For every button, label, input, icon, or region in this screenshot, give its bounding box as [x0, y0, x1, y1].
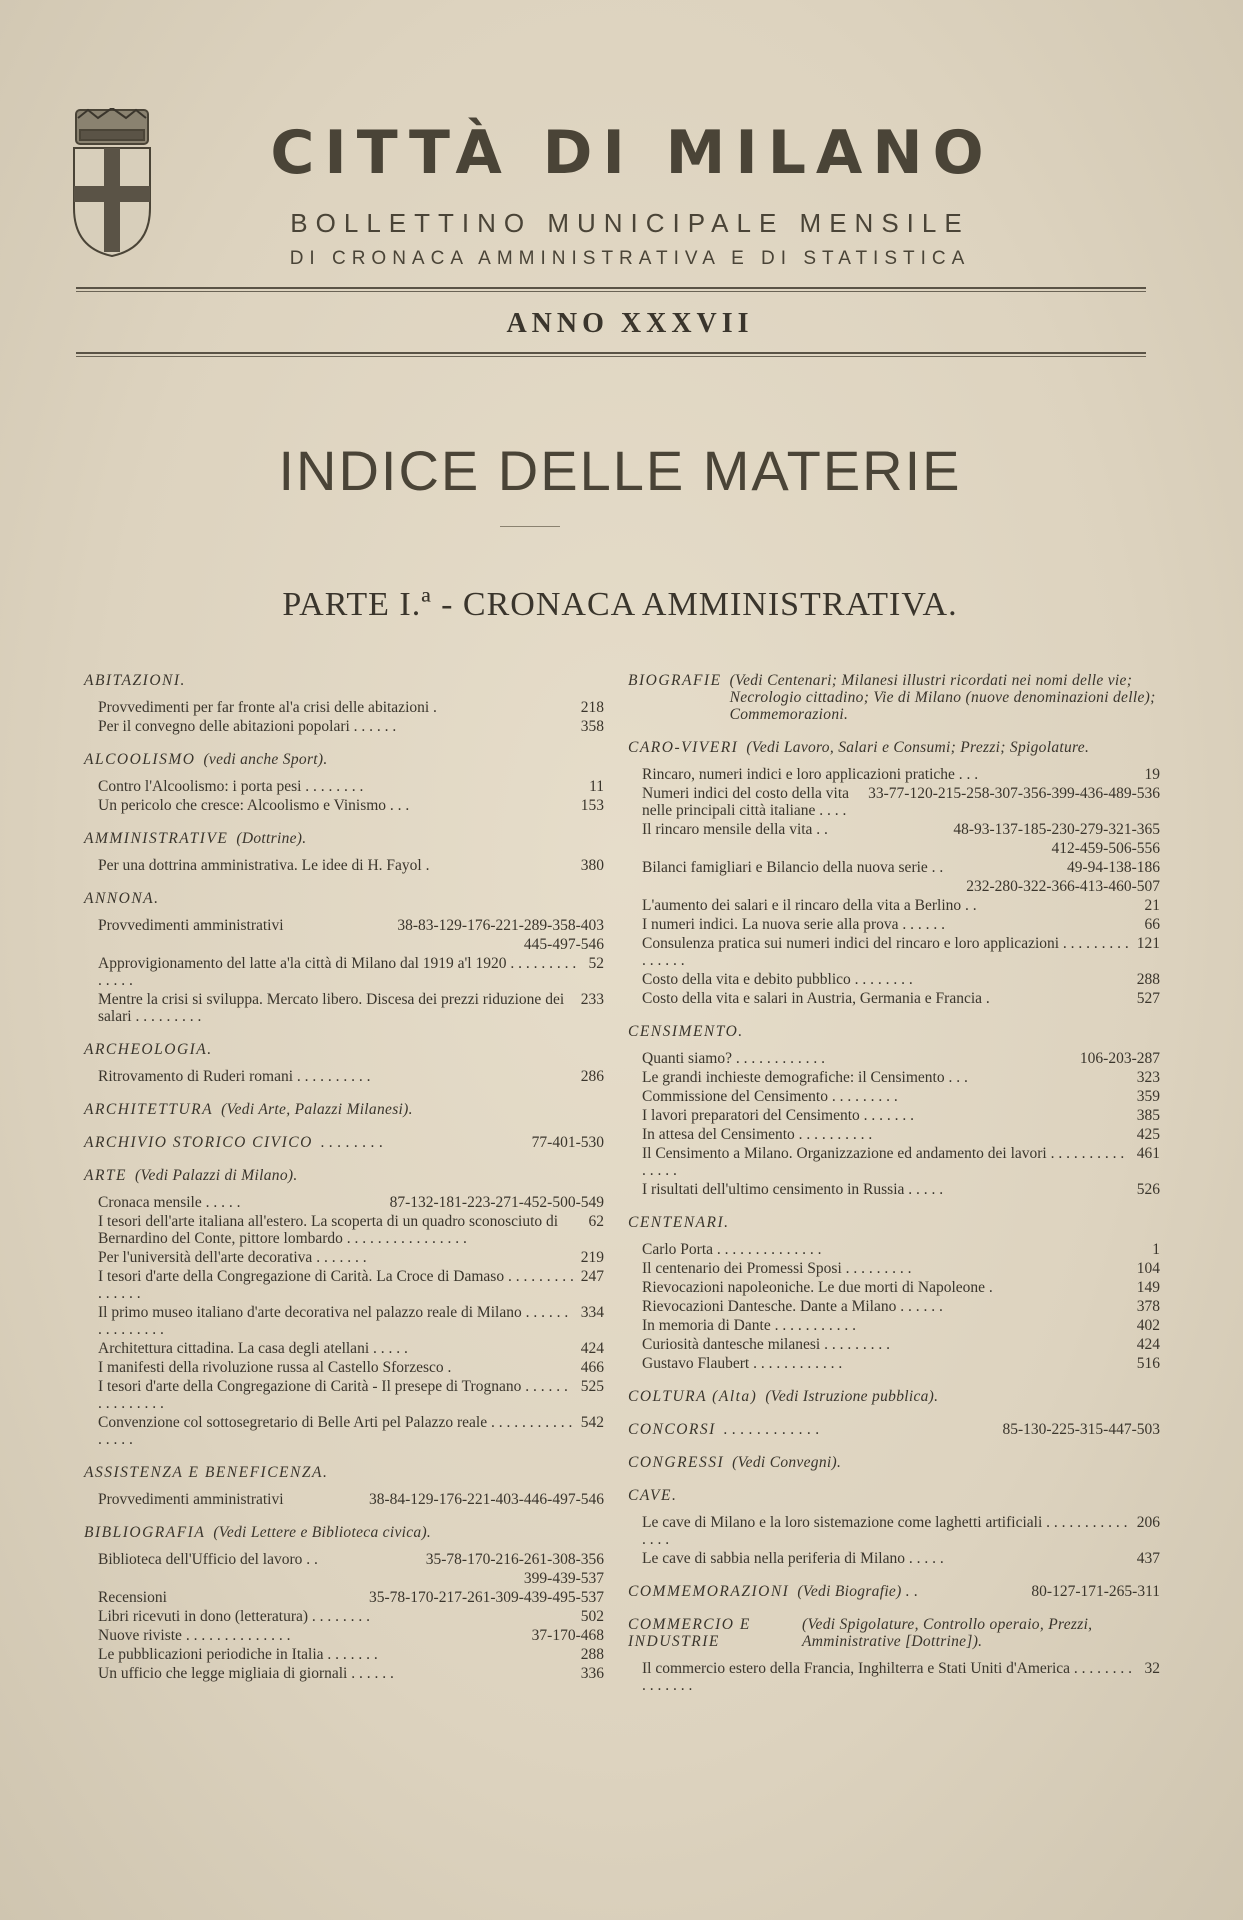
section-heading-label: AMMINISTRATIVE — [84, 830, 229, 847]
section-heading-note: (Vedi Palazzi di Milano). — [135, 1167, 298, 1184]
ornament-divider — [500, 526, 560, 527]
index-entry — [84, 1414, 604, 1448]
entry-text: Per una dottrina amministrativa. Le idee di H. Fayol . — [98, 857, 430, 874]
index-entry — [628, 1145, 1160, 1179]
entry-page-refs: 336 — [580, 1665, 604, 1682]
entry-text: Il centenario dei Promessi Sposi . . . . . . . . . — [642, 1260, 912, 1277]
entry-text: I manifesti della rivoluzione russa al Castello Sforzesco . — [98, 1359, 452, 1376]
entry-page-refs-line2: 399-439-537 — [523, 1570, 604, 1587]
entry-page-refs: 466 — [580, 1359, 604, 1376]
entry-page-refs: 121 — [1136, 935, 1160, 952]
entry-page-refs: 48-93-137-185-230-279-321-365 — [953, 821, 1160, 838]
entry-page-refs: 62 — [588, 1213, 604, 1230]
entry-page-refs: 11 — [589, 778, 604, 795]
entry-page-refs: 542 — [580, 1414, 604, 1431]
entry-text: Il primo museo italiano d'arte decorativa nel palazzo reale di Milano . . . . . . . . . . . . . . . — [98, 1304, 569, 1338]
index-entry — [628, 1260, 1160, 1277]
part-heading: PARTE I.ª - CRONACA AMMINISTRATIVA. — [282, 586, 958, 623]
milan-coat-of-arms-icon — [68, 108, 156, 258]
index-entry — [84, 1194, 604, 1211]
index-entry — [84, 1213, 604, 1247]
entry-text: Un ufficio che legge migliaia di giornali . . . . . . — [98, 1665, 394, 1682]
index-entry — [628, 1279, 1160, 1296]
index-column-right — [628, 672, 1160, 1710]
publication-title: CITTÀ DI MILANO — [270, 118, 994, 188]
index-entry — [628, 1336, 1160, 1353]
entry-text: Approvigionamento del latte a'la città di Milano dal 1919 a'l 1920 . . . . . . . . . . . . . . — [98, 955, 577, 989]
section-heading-label: CONGRESSI — [628, 1454, 725, 1471]
section-heading-label: BIOGRAFIE — [628, 672, 722, 689]
section-heading — [84, 890, 604, 907]
entry-page-refs: 149 — [1136, 1279, 1160, 1296]
entry-page-refs: 37-170-468 — [531, 1627, 604, 1644]
index-entry — [84, 857, 604, 874]
section-heading — [628, 1214, 1160, 1231]
entry-page-refs: 334 — [580, 1304, 604, 1321]
index-section — [84, 1134, 604, 1151]
entry-text: Il rincaro mensile della vita . . — [642, 821, 828, 838]
index-entry — [84, 1249, 604, 1266]
section-heading — [84, 1167, 604, 1184]
index-section — [84, 1101, 604, 1118]
entry-text: I tesori d'arte della Congregazione di Carità - Il presepe di Trognano . . . . . . . . . . . . . . . — [98, 1378, 568, 1412]
entry-text: Ritrovamento di Ruderi romani . . . . . . . . . . — [98, 1068, 371, 1085]
publication-subtitle-secondary: DI CRONACA AMMINISTRATIVA E DI STATISTICA — [289, 248, 971, 269]
section-page-refs: 85-130-225-315-447-503 — [1002, 1421, 1160, 1438]
entry-text: Recensioni — [98, 1589, 167, 1606]
entry-page-refs: 153 — [580, 797, 604, 814]
index-entry — [84, 1646, 604, 1663]
section-heading — [628, 1454, 1160, 1471]
section-page-refs: 80-127-171-265-311 — [1031, 1583, 1160, 1600]
entry-page-refs: 288 — [580, 1646, 604, 1663]
entry-text: Cronaca mensile . . . . . — [98, 1194, 241, 1211]
section-heading-label: ARCHITETTURA — [84, 1101, 214, 1118]
index-entry — [84, 1589, 604, 1606]
index-entry — [84, 797, 604, 814]
section-heading-note: (Vedi Convegni). — [732, 1454, 842, 1471]
entry-page-refs: 106-203-287 — [1079, 1050, 1160, 1067]
section-heading — [628, 672, 1160, 723]
index-section — [628, 1388, 1160, 1405]
section-heading-note: (Vedi Lettere e Biblioteca civica). — [213, 1524, 432, 1541]
index-entry — [628, 1550, 1160, 1567]
entry-page-refs: 19 — [1144, 766, 1160, 783]
entry-page-refs: 1 — [1152, 1241, 1160, 1258]
section-heading-label: ARCHIVIO STORICO CIVICO — [84, 1134, 313, 1151]
entry-page-refs: 233 — [580, 991, 604, 1008]
entry-page-refs: 52 — [588, 955, 604, 972]
index-entry — [84, 1551, 604, 1568]
entry-text: Contro l'Alcoolismo: i porta pesi . . . . . . . . — [98, 778, 364, 795]
entry-text: In attesa del Censimento . . . . . . . . . . — [642, 1126, 873, 1143]
entry-text: Biblioteca dell'Ufficio del lavoro . . — [98, 1551, 318, 1568]
entry-page-refs: 526 — [1136, 1181, 1160, 1198]
entry-text: Le cave di Milano e la loro sistemazione come laghetti artificiali . . . . . . . . . . . . . . . — [642, 1514, 1128, 1548]
entry-page-refs-line2: 232-280-322-366-413-460-507 — [966, 878, 1160, 895]
section-heading-label: BIBLIOGRAFIA — [84, 1524, 206, 1541]
entry-text: In memoria di Dante . . . . . . . . . . . — [642, 1317, 856, 1334]
index-entry — [628, 859, 1160, 876]
index-section — [628, 739, 1160, 1007]
index-section — [84, 890, 604, 1025]
section-heading — [628, 1583, 1160, 1600]
entry-text: I risultati dell'ultimo censimento in Russia . . . . . — [642, 1181, 944, 1198]
index-entry — [628, 1355, 1160, 1372]
entry-page-refs: 424 — [580, 1340, 604, 1357]
entry-text: Numeri indici del costo della vita nelle principali città italiane . . . . — [642, 785, 850, 819]
entry-text: Per il convegno delle abitazioni popolari . . . . . . — [98, 718, 397, 735]
index-entry — [628, 1069, 1160, 1086]
section-heading — [628, 1023, 1160, 1040]
index-entry — [628, 916, 1160, 933]
index-entry — [84, 1665, 604, 1682]
header-rule-bottom — [76, 352, 1146, 354]
section-heading-note: (Vedi Spigolature, Controllo operaio, Prezzi, Amministrative [Dottrine]). — [802, 1616, 1093, 1650]
section-heading — [84, 1134, 604, 1151]
section-heading-note: (Dottrine). — [236, 830, 307, 847]
section-heading-label: ARCHEOLOGIA. — [84, 1041, 213, 1058]
entry-page-refs: 380 — [580, 857, 604, 874]
entry-page-refs-continued — [84, 936, 604, 953]
entry-text: Provvedimenti amministrativi — [98, 917, 284, 934]
index-section — [628, 1421, 1160, 1438]
index-column-left — [84, 672, 604, 1698]
entry-text: Il commercio estero della Francia, Inghilterra e Stati Uniti d'America . . . . . . . . . . . . . . . — [642, 1660, 1133, 1694]
entry-page-refs-line2: 445-497-546 — [523, 936, 604, 953]
section-heading-note: . . . . . . . . — [320, 1134, 384, 1151]
section-heading-label: ALCOOLISMO — [84, 751, 196, 768]
entry-page-refs: 38-84-129-176-221-403-446-497-546 — [368, 1491, 604, 1508]
header-rule-top-thin — [76, 291, 1146, 292]
section-heading-label: ASSISTENZA E BENEFICENZA. — [84, 1464, 329, 1481]
entry-page-refs: 461 — [1136, 1145, 1160, 1162]
entry-page-refs: 525 — [580, 1378, 604, 1395]
entry-text: Curiosità dantesche milanesi . . . . . . . . . — [642, 1336, 890, 1353]
index-entry — [84, 1491, 604, 1508]
section-heading — [84, 751, 604, 768]
entry-page-refs: 33-77-120-215-258-307-356-399-436-489-536 — [868, 785, 1160, 802]
index-section — [84, 672, 604, 735]
index-entry — [84, 1627, 604, 1644]
publication-subtitle: BOLLETTINO MUNICIPALE MENSILE — [290, 208, 970, 238]
index-entry — [84, 1340, 604, 1357]
entry-text: I numeri indici. La nuova serie alla prova . . . . . . — [642, 916, 946, 933]
section-heading-note: . . . . . . . . . . . . — [723, 1421, 820, 1438]
entry-text: Consulenza pratica sui numeri indici del rincaro e loro applicazioni . . . . . . . . . . . . . . . — [642, 935, 1129, 969]
entry-text: Provvedimenti per far fronte al'a crisi delle abitazioni . — [98, 699, 437, 716]
entry-text: Nuove riviste . . . . . . . . . . . . . . — [98, 1627, 291, 1644]
entry-page-refs: 359 — [1136, 1088, 1160, 1105]
entry-text: Costo della vita e salari in Austria, Germania e Francia . — [642, 990, 990, 1007]
section-heading — [628, 1487, 1160, 1504]
index-section — [84, 1464, 604, 1508]
entry-page-refs: 49-94-138-186 — [1067, 859, 1160, 876]
index-entry — [84, 1268, 604, 1302]
index-entry — [628, 971, 1160, 988]
entry-text: Un pericolo che cresce: Alcoolismo e Vinismo . . . — [98, 797, 410, 814]
section-heading — [84, 1101, 604, 1118]
entry-page-refs: 378 — [1136, 1298, 1160, 1315]
entry-page-refs-line2: 412-459-506-556 — [1051, 840, 1160, 857]
entry-page-refs: 66 — [1144, 916, 1160, 933]
entry-text: Rincaro, numeri indici e loro applicazioni pratiche . . . — [642, 766, 979, 783]
entry-page-refs: 358 — [580, 718, 604, 735]
section-heading-label: CONCORSI — [628, 1421, 716, 1438]
index-entry — [628, 1126, 1160, 1143]
index-section — [628, 1487, 1160, 1567]
entry-text: Il Censimento a Milano. Organizzazione ed andamento dei lavori . . . . . . . . . . . . . . . — [642, 1145, 1125, 1179]
section-heading-label: COLTURA (Alta) — [628, 1388, 758, 1405]
index-section — [628, 672, 1160, 723]
index-section — [84, 830, 604, 874]
section-heading — [628, 739, 1160, 756]
index-entry — [84, 1359, 604, 1376]
section-heading — [84, 1464, 604, 1481]
entry-page-refs-continued — [628, 840, 1160, 857]
index-section — [84, 1524, 604, 1682]
index-entry — [84, 1304, 604, 1338]
entry-page-refs: 425 — [1136, 1126, 1160, 1143]
entry-page-refs: 385 — [1136, 1107, 1160, 1124]
index-entry — [628, 1088, 1160, 1105]
section-heading-label: COMMERCIO E INDUSTRIE — [628, 1616, 751, 1650]
index-entry — [628, 1298, 1160, 1315]
index-entry — [84, 955, 604, 989]
entry-text: Convenzione col sottosegretario di Belle Arti pel Palazzo reale . . . . . . . . . . . . . . . . — [98, 1414, 573, 1448]
entry-page-refs: 516 — [1136, 1355, 1160, 1372]
entry-page-refs: 35-78-170-216-261-308-356 — [425, 1551, 604, 1568]
entry-page-refs: 38-83-129-176-221-289-358-403 — [397, 917, 604, 934]
index-title: INDICE DELLE MATERIE — [278, 439, 962, 502]
index-entry — [628, 785, 1160, 819]
index-entry — [628, 1050, 1160, 1067]
section-heading — [84, 830, 604, 847]
index-entry — [628, 1660, 1160, 1694]
entry-page-refs-continued — [84, 1570, 604, 1587]
section-heading-label: ABITAZIONI. — [84, 672, 186, 689]
section-heading — [628, 1388, 1160, 1405]
entry-text: I tesori dell'arte italiana all'estero. La scoperta di un quadro sconosciuto di Bernardino del Conte, pittore lombardo . . . . . . . . . . . . . . . . — [98, 1213, 559, 1247]
entry-page-refs: 32 — [1144, 1660, 1160, 1677]
section-heading — [628, 1421, 1160, 1438]
index-entry — [84, 778, 604, 795]
entry-page-refs-continued — [628, 878, 1160, 895]
entry-text: Provvedimenti amministrativi — [98, 1491, 284, 1508]
index-entry — [628, 766, 1160, 783]
entry-text: Quanti siamo? . . . . . . . . . . . . — [642, 1050, 825, 1067]
entry-text: Commissione del Censimento . . . . . . . . . — [642, 1088, 898, 1105]
index-entry — [628, 821, 1160, 838]
index-entry — [628, 1317, 1160, 1334]
entry-text: Gustavo Flaubert . . . . . . . . . . . . — [642, 1355, 843, 1372]
entry-page-refs: 424 — [1136, 1336, 1160, 1353]
index-section — [84, 1041, 604, 1085]
section-heading-note: (Vedi Lavoro, Salari e Consumi; Prezzi; Spigolature. — [746, 739, 1090, 756]
entry-text: I tesori d'arte della Congregazione di Carità. La Croce di Damaso . . . . . . . . . . . . . . . — [98, 1268, 574, 1302]
section-heading-note: (Vedi Centenari; Milanesi illustri ricordati nei nomi delle vie; Necrologio cittadino; Vie di Milano (nuove denominazioni delle); Commemorazioni. — [729, 672, 1156, 723]
entry-text: Rievocazioni napoleoniche. Le due morti di Napoleone . — [642, 1279, 993, 1296]
entry-page-refs: 323 — [1136, 1069, 1160, 1086]
index-entry — [84, 917, 604, 934]
section-page-refs: 77-401-530 — [531, 1134, 604, 1151]
index-entry — [628, 1241, 1160, 1258]
index-entry — [628, 990, 1160, 1007]
header-rule-bottom-thin — [76, 356, 1146, 357]
entry-text: Le grandi inchieste demografiche: il Censimento . . . — [642, 1069, 968, 1086]
entry-text: Libri ricevuti in dono (letteratura) . . . . . . . . — [98, 1608, 371, 1625]
entry-page-refs: 218 — [580, 699, 604, 716]
section-heading-note: (Vedi Biografie) . . — [797, 1583, 919, 1600]
index-entry — [84, 1608, 604, 1625]
entry-page-refs: 21 — [1144, 897, 1160, 914]
entry-text: Architettura cittadina. La casa degli atellani . . . . . — [98, 1340, 408, 1357]
index-entry — [628, 935, 1160, 969]
entry-text: Rievocazioni Dantesche. Dante a Milano . . . . . . — [642, 1298, 943, 1315]
entry-page-refs: 219 — [580, 1249, 604, 1266]
index-entry — [628, 1181, 1160, 1198]
entry-text: Le cave di sabbia nella periferia di Milano . . . . . — [642, 1550, 944, 1567]
index-entry — [628, 1514, 1160, 1548]
section-heading — [628, 1616, 1160, 1650]
entry-page-refs: 104 — [1136, 1260, 1160, 1277]
entry-page-refs: 288 — [1136, 971, 1160, 988]
section-heading-label: CENSIMENTO. — [628, 1023, 744, 1040]
index-entry — [84, 1378, 604, 1412]
entry-page-refs: 87-132-181-223-271-452-500-549 — [389, 1194, 604, 1211]
entry-text: Bilanci famigliari e Bilancio della nuova serie . . — [642, 859, 944, 876]
entry-page-refs: 527 — [1136, 990, 1160, 1007]
section-heading-label: CENTENARI. — [628, 1214, 730, 1231]
index-section — [628, 1023, 1160, 1198]
index-entry — [84, 699, 604, 716]
entry-text: Per l'università dell'arte decorativa . . . . . . . — [98, 1249, 367, 1266]
header-rule-top — [76, 287, 1146, 289]
entry-page-refs: 502 — [580, 1608, 604, 1625]
section-heading-note: (vedi anche Sport). — [203, 751, 328, 768]
entry-page-refs: 206 — [1136, 1514, 1160, 1531]
entry-text: Mentre la crisi si sviluppa. Mercato libero. Discesa dei prezzi riduzione dei salari . . . . . . . . . — [98, 991, 565, 1025]
index-entry — [84, 991, 604, 1025]
section-heading — [84, 1041, 604, 1058]
index-section — [628, 1616, 1160, 1694]
index-section — [628, 1583, 1160, 1600]
entry-page-refs: 286 — [580, 1068, 604, 1085]
volume-year: ANNO XXXVII — [506, 308, 754, 339]
index-section — [84, 751, 604, 814]
section-heading-label: CAVE. — [628, 1487, 678, 1504]
entry-text: Carlo Porta . . . . . . . . . . . . . . — [642, 1241, 822, 1258]
index-section — [628, 1214, 1160, 1372]
entry-page-refs: 402 — [1136, 1317, 1160, 1334]
index-section — [84, 1167, 604, 1448]
entry-text: Costo della vita e debito pubblico . . . . . . . . — [642, 971, 913, 988]
entry-page-refs: 35-78-170-217-261-309-439-495-537 — [368, 1589, 604, 1606]
section-heading — [84, 1524, 604, 1541]
entry-page-refs: 247 — [580, 1268, 604, 1285]
section-heading-label: ANNONA. — [84, 890, 160, 907]
section-heading — [84, 672, 604, 689]
entry-page-refs: 437 — [1136, 1550, 1160, 1567]
section-heading-label: ARTE — [84, 1167, 128, 1184]
index-entry — [84, 1068, 604, 1085]
index-entry — [84, 718, 604, 735]
entry-text: I lavori preparatori del Censimento . . . . . . . — [642, 1107, 915, 1124]
entry-text: Le pubblicazioni periodiche in Italia . . . . . . . — [98, 1646, 378, 1663]
section-heading-label: CARO-VIVERI — [628, 739, 739, 756]
section-heading-note: (Vedi Arte, Palazzi Milanesi). — [221, 1101, 413, 1118]
entry-text: L'aumento dei salari e il rincaro della vita a Berlino . . — [642, 897, 977, 914]
index-entry — [628, 897, 1160, 914]
section-heading-note: (Vedi Istruzione pubblica). — [765, 1388, 939, 1405]
section-heading-label: COMMEMORAZIONI — [628, 1583, 790, 1600]
index-entry — [628, 1107, 1160, 1124]
index-section — [628, 1454, 1160, 1471]
